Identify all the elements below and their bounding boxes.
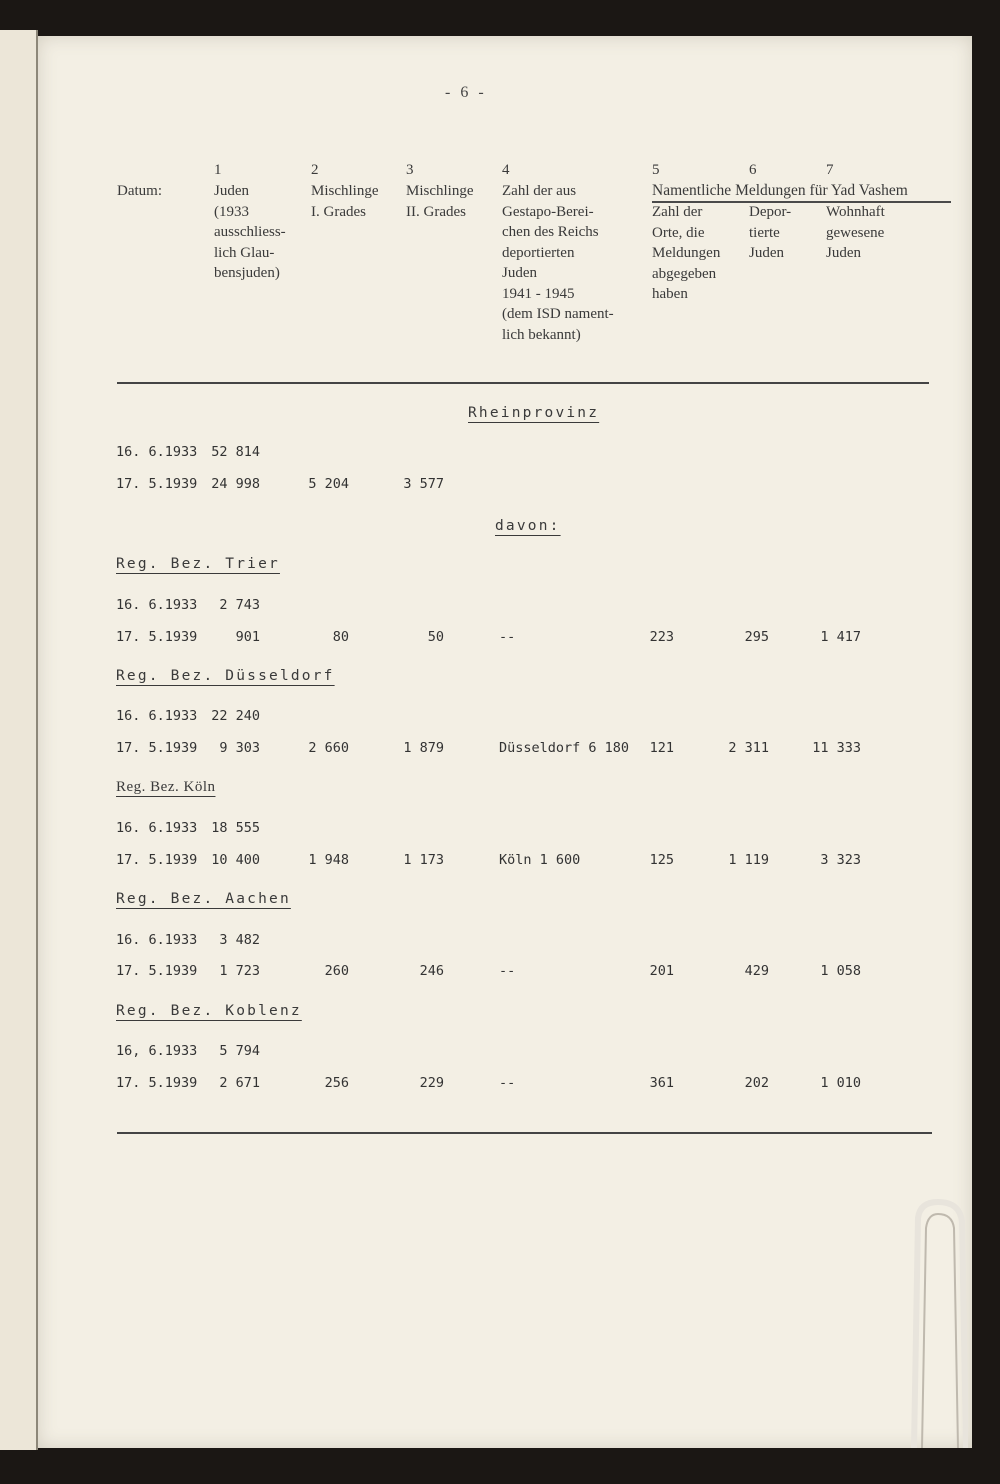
table-row [0, 476, 1000, 498]
col-number-2: 2 [311, 162, 319, 178]
cell-mischlinge-2: 1 173 [403, 852, 444, 868]
cell-orte: 361 [649, 1075, 674, 1091]
table-row [0, 597, 1000, 619]
col1-header-line: ausschliess- [214, 224, 286, 240]
cell-juden: 10 400 [211, 852, 260, 868]
col7-header-line: gewesene [826, 224, 885, 241]
cell-wohnhaft: 3 323 [820, 852, 861, 868]
col-number-7: 7 [826, 162, 834, 178]
row-date: 17. 5.1939 [116, 629, 198, 645]
paper-clip-icon [908, 1198, 968, 1448]
table-row [0, 963, 1000, 985]
col4-header-line: Juden [502, 265, 537, 281]
table-row [0, 1043, 1000, 1065]
cell-mischlinge-1: 260 [324, 963, 349, 979]
col6-header-line: Juden [749, 245, 784, 261]
col6-header-line: Depor- [749, 204, 792, 220]
col5-header [652, 202, 720, 305]
cell-wohnhaft: 1 010 [820, 1075, 861, 1091]
datum-label: Datum: [117, 183, 162, 199]
col1-header-line: lich Glau- [214, 244, 275, 261]
page-number: - 6 - [445, 84, 487, 101]
col4-header-line: Gestapo-Berei- [502, 203, 594, 220]
cell-mischlinge-1: 1 948 [308, 852, 349, 868]
col6-header [749, 202, 791, 264]
row-date: 16, 6.1933 [116, 1043, 198, 1059]
table-row [0, 629, 1000, 651]
cell-deportierte-juden: 202 [744, 1075, 769, 1091]
col-number-1: 1 [214, 162, 222, 178]
col5-header-line: Orte, die [652, 224, 705, 241]
col1-header [214, 181, 286, 284]
cell-mischlinge-2: 246 [419, 963, 444, 979]
table-row [0, 820, 1000, 842]
cell-juden: 9 303 [219, 740, 260, 756]
cell-mischlinge-2: 229 [419, 1075, 444, 1091]
col5-header-line: abgegeben [652, 265, 717, 282]
col1-header-line: bensjuden) [214, 265, 280, 281]
cell-juden: 22 240 [211, 708, 260, 724]
col5-header-line: Zahl der [652, 204, 703, 220]
region-title-duesseldorf: Reg. Bez. Düsseldorf [116, 668, 335, 684]
cell-juden: 52 814 [211, 444, 260, 460]
col-number-5: 5 [652, 162, 660, 178]
region-title-koeln: Reg. Bez. Köln [116, 779, 216, 795]
cell-mischlinge-1: 256 [324, 1075, 349, 1091]
cell-juden: 5 794 [219, 1043, 260, 1059]
row-date: 17. 5.1939 [116, 963, 198, 979]
cell-deportiert: -- [499, 963, 516, 979]
table-row [0, 740, 1000, 762]
col4-header-line: 1941 - 1945 [502, 285, 575, 302]
col7-header-line: Juden [826, 245, 861, 261]
table-row [0, 444, 1000, 466]
table-row [0, 852, 1000, 874]
cell-orte: 223 [649, 629, 674, 645]
col4-header-line: chen des Reichs [502, 224, 599, 240]
row-date: 16. 6.1933 [116, 444, 198, 460]
cell-mischlinge-2: 1 879 [403, 740, 444, 756]
cell-mischlinge-2: 50 [427, 629, 444, 645]
col5-header-line: haben [652, 286, 688, 302]
table-row [0, 932, 1000, 954]
cell-mischlinge-1: 80 [332, 629, 349, 645]
province-title: Rheinprovinz [468, 405, 600, 421]
cell-wohnhaft: 11 333 [812, 740, 861, 756]
row-date: 16. 6.1933 [116, 820, 198, 836]
cell-orte: 201 [649, 963, 674, 979]
row-date: 16. 6.1933 [116, 708, 198, 724]
col3-header-line: Mischlinge [406, 183, 474, 199]
col1-header-line: (1933 [214, 203, 249, 220]
col4-header [502, 181, 614, 345]
cell-wohnhaft: 1 417 [820, 629, 861, 645]
col6-header-line: tierte [749, 224, 780, 241]
col4-header-line: deportierten [502, 244, 575, 261]
col4-header-line: lich bekannt) [502, 326, 581, 343]
col4-header-line: (dem ISD nament- [502, 306, 614, 322]
yad-vashem-group-label: Namentliche Meldungen für Yad Vashem [652, 182, 908, 199]
col1-header-line: Juden [214, 183, 249, 199]
cell-juden: 901 [235, 629, 260, 645]
cell-juden: 3 482 [219, 932, 260, 948]
cell-juden: 1 723 [219, 963, 260, 979]
col4-header-line: Zahl der aus [502, 183, 577, 199]
davon-label: davon: [495, 518, 561, 534]
cell-juden: 2 671 [219, 1075, 260, 1091]
cell-juden: 2 743 [219, 597, 260, 613]
table-row [0, 708, 1000, 730]
cell-juden: 24 998 [211, 476, 260, 492]
col3-header [406, 181, 474, 222]
region-title-aachen: Reg. Bez. Aachen [116, 891, 291, 907]
col-number-3: 3 [406, 162, 414, 178]
cell-wohnhaft: 1 058 [820, 963, 861, 979]
row-date: 17. 5.1939 [116, 852, 198, 868]
cell-deportierte-juden: 429 [744, 963, 769, 979]
cell-deportiert: Düsseldorf 6 180 [499, 740, 630, 756]
region-title-trier: Reg. Bez. Trier [116, 556, 280, 572]
cell-mischlinge-1: 5 204 [308, 476, 349, 492]
cell-orte: 121 [649, 740, 674, 756]
footer-separator-line [117, 1132, 932, 1134]
row-date: 17. 5.1939 [116, 740, 198, 756]
col3-header-line: II. Grades [406, 203, 466, 220]
cell-deportierte-juden: 1 119 [728, 852, 769, 868]
table-row [0, 1075, 1000, 1097]
cell-deportiert: Köln 1 600 [499, 852, 581, 868]
cell-mischlinge-2: 3 577 [403, 476, 444, 492]
cell-deportierte-juden: 2 311 [728, 740, 769, 756]
col2-header-line: Mischlinge [311, 183, 379, 199]
col2-header-line: I. Grades [311, 203, 366, 220]
cell-juden: 18 555 [211, 820, 260, 836]
col5-header-line: Meldungen [652, 245, 721, 261]
row-date: 16. 6.1933 [116, 597, 198, 613]
col2-header [311, 181, 379, 222]
row-date: 17. 5.1939 [116, 1075, 198, 1091]
header-separator-line [117, 382, 929, 384]
col-number-4: 4 [502, 162, 510, 178]
cell-deportiert: -- [499, 629, 516, 645]
row-date: 17. 5.1939 [116, 476, 198, 492]
row-date: 16. 6.1933 [116, 932, 198, 948]
cell-deportiert: -- [499, 1075, 516, 1091]
cell-mischlinge-1: 2 660 [308, 740, 349, 756]
cell-deportierte-juden: 295 [744, 629, 769, 645]
col7-header-line: Wohnhaft [826, 204, 885, 220]
col7-header [826, 202, 885, 264]
region-title-koblenz: Reg. Bez. Koblenz [116, 1003, 302, 1019]
cell-orte: 125 [649, 852, 674, 868]
col-number-6: 6 [749, 162, 757, 178]
